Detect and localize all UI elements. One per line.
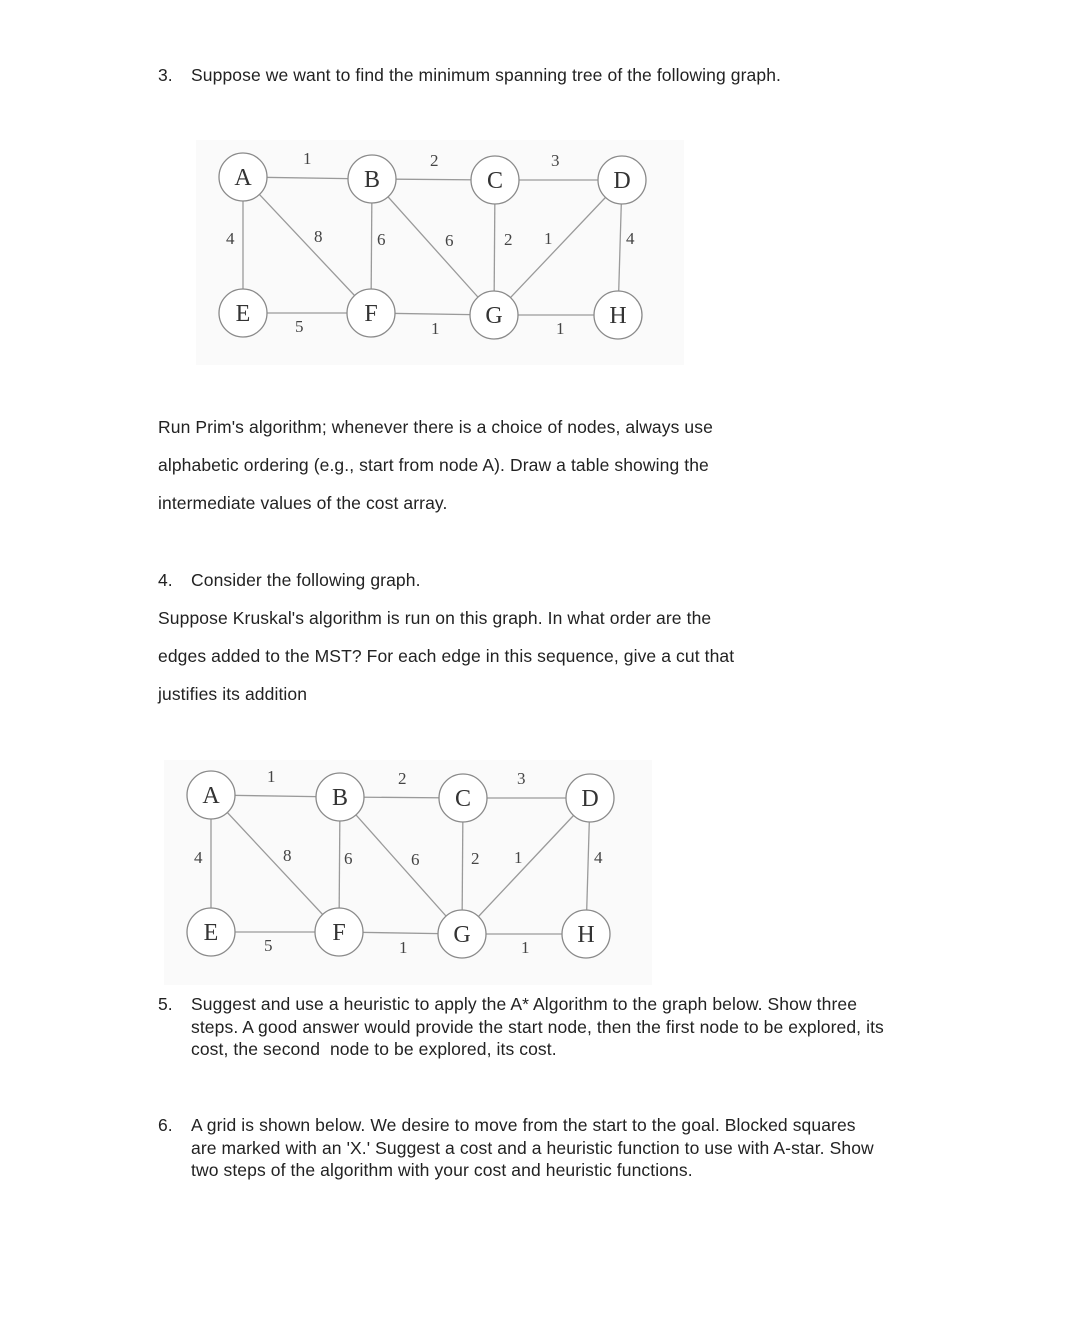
weight-d-g: 1 — [544, 229, 553, 248]
question-5-line-3: cost, the second node to be explored, its cost. — [191, 1039, 557, 1059]
node-a-label: A — [202, 783, 220, 809]
question-3-number: 3. — [158, 65, 173, 85]
question-4-body-line-2: edges added to the MST? For each edge in this sequence, give a cut that — [158, 646, 735, 666]
node-h — [562, 910, 610, 958]
node-c-label: C — [486, 168, 504, 194]
question-4-number: 4. — [158, 570, 173, 590]
weight-e-f: 5 — [264, 936, 273, 955]
question-6-line-2: are marked with an 'X.' Suggest a cost and a heuristic function to use with A-star. Show — [191, 1137, 874, 1158]
weight-c-g: 2 — [504, 230, 513, 249]
weight-c-d: 3 — [517, 769, 526, 788]
weight-d-h: 4 — [626, 229, 635, 248]
node-g-label: G — [485, 303, 503, 329]
question-3-instruction-line-3: intermediate values of the cost array. — [158, 493, 448, 513]
node-g — [438, 910, 486, 958]
weight-c-g: 2 — [471, 849, 480, 868]
question-4-body-line-3: justifies its addition — [158, 684, 308, 704]
question-6-number: 6. — [158, 1115, 173, 1135]
weight-d-h: 4 — [594, 848, 603, 867]
question-3-title: Suppose we want to find the minimum spanning tree of the following graph. — [191, 65, 782, 85]
weight-g-h: 1 — [556, 319, 565, 338]
node-b-label: B — [363, 167, 381, 193]
node-b — [316, 773, 364, 821]
weight-a-f: 8 — [314, 227, 323, 246]
node-a — [187, 771, 235, 819]
node-d — [598, 156, 646, 204]
question-5-text — [191, 993, 991, 1061]
node-g-label: G — [453, 922, 471, 948]
weight-b-c: 2 — [398, 769, 407, 788]
question-5-line-1: Suggest and use a heuristic to apply the A* Algorithm to the graph below. Show three — [191, 994, 858, 1014]
weight-b-g: 6 — [445, 231, 454, 250]
weight-c-d: 3 — [551, 151, 560, 170]
node-b-label: B — [331, 785, 349, 811]
node-e — [187, 908, 235, 956]
question-4-body-line-1: Suppose Kruskal's algorithm is run on this graph. In what order are the — [158, 608, 712, 628]
node-b — [348, 155, 396, 203]
weight-a-b: 1 — [267, 767, 276, 786]
node-d-label: D — [613, 168, 631, 194]
question-3-instruction-line-2: alphabetic ordering (e.g., start from node A). Draw a table showing the — [158, 455, 709, 475]
weight-b-f: 6 — [377, 230, 386, 249]
node-f-label: F — [332, 920, 346, 946]
question-6-line-1: A grid is shown below. We desire to move from the start to the goal. Blocked squares — [191, 1115, 856, 1135]
node-h-label: H — [609, 303, 627, 329]
weight-a-f: 8 — [283, 846, 292, 865]
question-6-text — [191, 1114, 991, 1182]
question-6-line-3: two steps of the algorithm with your cost and heuristic functions. — [191, 1160, 693, 1180]
weight-g-h: 1 — [521, 938, 530, 957]
node-f — [315, 908, 363, 956]
question-5-line-2: steps. A good answer would provide the start node, then the first node to be explored, its — [191, 1016, 884, 1037]
node-a — [219, 153, 267, 201]
weight-a-e: 4 — [226, 229, 235, 248]
question-5-number: 5. — [158, 994, 173, 1014]
graph-diagram-prim — [190, 140, 690, 370]
weight-a-b: 1 — [303, 149, 312, 168]
question-4-title: Consider the following graph. — [191, 570, 421, 590]
node-e-label: E — [203, 920, 219, 946]
weight-b-c: 2 — [430, 151, 439, 170]
weight-e-f: 5 — [295, 317, 304, 336]
node-e — [219, 289, 267, 337]
node-f — [347, 289, 395, 337]
weight-b-g: 6 — [411, 850, 420, 869]
node-f-label: F — [364, 301, 378, 327]
question-3-instruction-line-1: Run Prim's algorithm; whenever there is a choice of nodes, always use — [158, 417, 713, 437]
weight-f-g: 1 — [399, 938, 408, 957]
weight-f-g: 1 — [431, 319, 440, 338]
node-h-label: H — [577, 922, 595, 948]
weight-d-g: 1 — [514, 848, 523, 867]
node-a-label: A — [234, 165, 252, 191]
node-c — [439, 774, 487, 822]
node-c — [471, 156, 519, 204]
weight-a-e: 4 — [194, 848, 203, 867]
graph-diagram-kruskal — [158, 760, 658, 990]
node-c-label: C — [454, 786, 472, 812]
node-e-label: E — [235, 301, 251, 327]
node-g — [470, 291, 518, 339]
node-d-label: D — [581, 786, 599, 812]
node-d — [566, 774, 614, 822]
node-h — [594, 291, 642, 339]
weight-b-f: 6 — [344, 849, 353, 868]
